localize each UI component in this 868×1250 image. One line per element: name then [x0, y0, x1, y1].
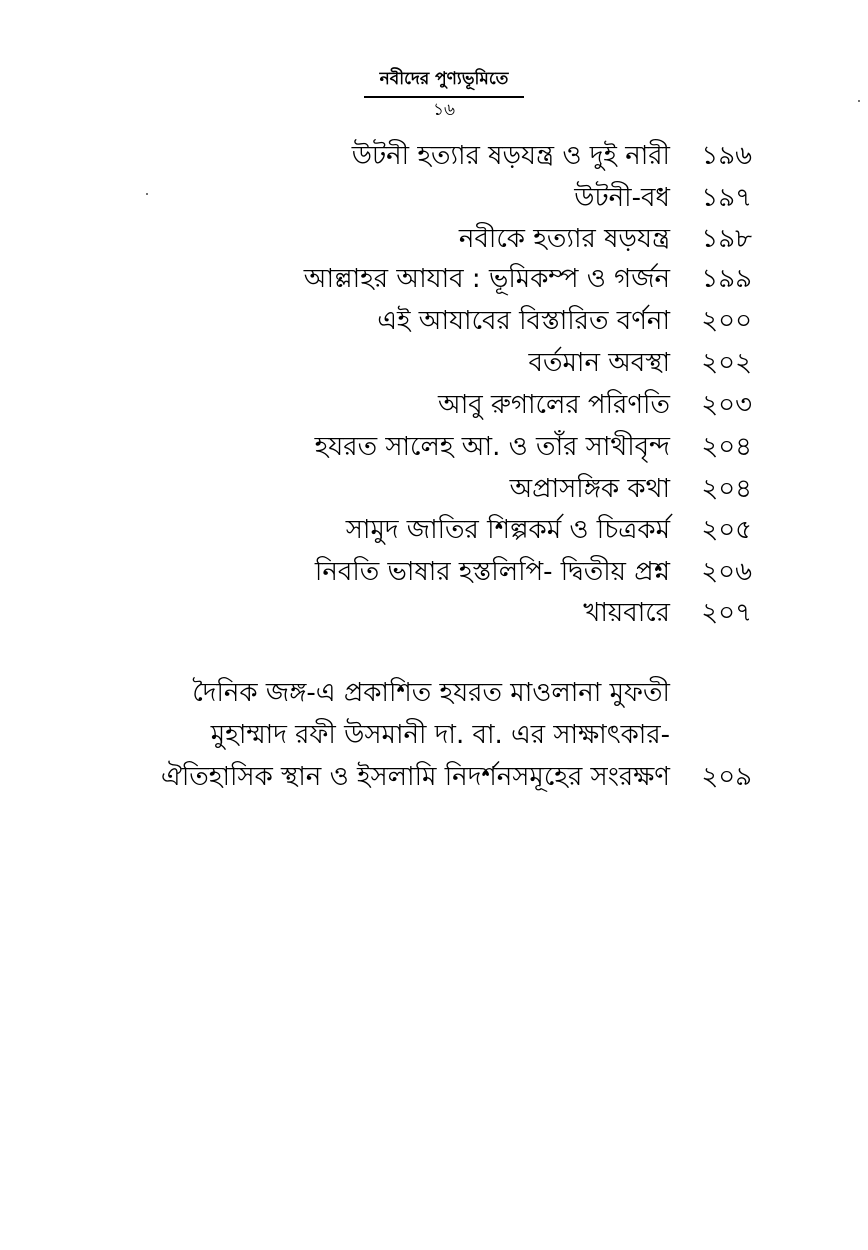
page-number: ১৬	[432, 100, 456, 120]
toc-entry-title: নিবতি ভাষার হস্তলিপি- দ্বিতীয় প্রশ্ন	[314, 557, 670, 587]
scan-speck	[858, 100, 860, 102]
toc-entry	[60, 343, 760, 383]
toc-entry-page: ২০৬	[701, 557, 752, 587]
toc-entry-page: ২০৩	[701, 390, 752, 420]
toc-entry-page: ২০০	[701, 306, 752, 336]
toc-entry	[60, 427, 760, 467]
toc-entry	[60, 510, 760, 550]
toc-entry-page: ১৯৮	[701, 224, 752, 254]
interview-page: ২০৯	[701, 762, 752, 792]
interview-line: মুহাম্মাদ রফী উসমানী দা. বা. এর সাক্ষাৎকার-	[210, 720, 670, 750]
toc-entry	[60, 219, 760, 259]
toc-entry-title: হযরত সালেহ আ. ও তাঁর সাথীবৃন্দ	[314, 432, 670, 462]
toc-entry-title: এই আযাবের বিস্তারিত বর্ণনা	[377, 306, 670, 336]
toc-entry-page: ২০২	[701, 348, 752, 378]
toc-entry	[60, 552, 760, 592]
toc-entry-title: আল্লাহর আযাব : ভূমিকম্প ও গর্জন	[303, 264, 670, 294]
interview-line: দৈনিক জঙ্গ-এ প্রকাশিত হযরত মাওলানা মুফতী	[192, 678, 670, 708]
toc-entry-page: ১৯৬	[701, 141, 752, 171]
toc-entry-title: আবু রুগালের পরিণতি	[437, 390, 670, 420]
toc-entry-title: অপ্রাসঙ্গিক কথা	[509, 474, 670, 504]
toc-entry-page: ২০৪	[701, 432, 752, 462]
header-rule	[364, 96, 524, 98]
toc-entry-title: বর্তমান অবস্থা	[528, 348, 670, 378]
toc-entry-page: ২০৪	[701, 474, 752, 504]
toc-entry	[60, 178, 760, 218]
scan-speck	[146, 193, 148, 195]
toc-entry-page: ২০৭	[701, 598, 752, 628]
toc-entry-title: উটনী-বধ	[574, 183, 670, 213]
toc-entry-page: ১৯৭	[701, 183, 752, 213]
toc-entry-title: সামুদ জাতির শিল্পকর্ম ও চিত্রকর্ম	[345, 515, 670, 545]
toc-entry-title: নবীকে হত্যার ষড়যন্ত্র	[458, 224, 670, 254]
toc-entry	[60, 136, 760, 176]
toc-entry-title: খায়বারে	[583, 598, 670, 628]
toc-entry	[60, 469, 760, 509]
toc-entry	[60, 301, 760, 341]
interview-title-line: ঐতিহাসিক স্থান ও ইসলামি নিদর্শনসমূহের সংরক্ষণ	[160, 762, 670, 792]
toc-entry	[60, 259, 760, 299]
toc-entry-title: উটনী হত্যার ষড়যন্ত্র ও দুই নারী	[351, 141, 670, 171]
running-header-title: নবীদের পুণ্যভূমিতে	[379, 69, 509, 89]
toc-entry-page: ১৯৯	[701, 264, 752, 294]
toc-entry	[60, 593, 760, 633]
toc-entry	[60, 385, 760, 425]
toc-entry-page: ২০৫	[701, 515, 752, 545]
